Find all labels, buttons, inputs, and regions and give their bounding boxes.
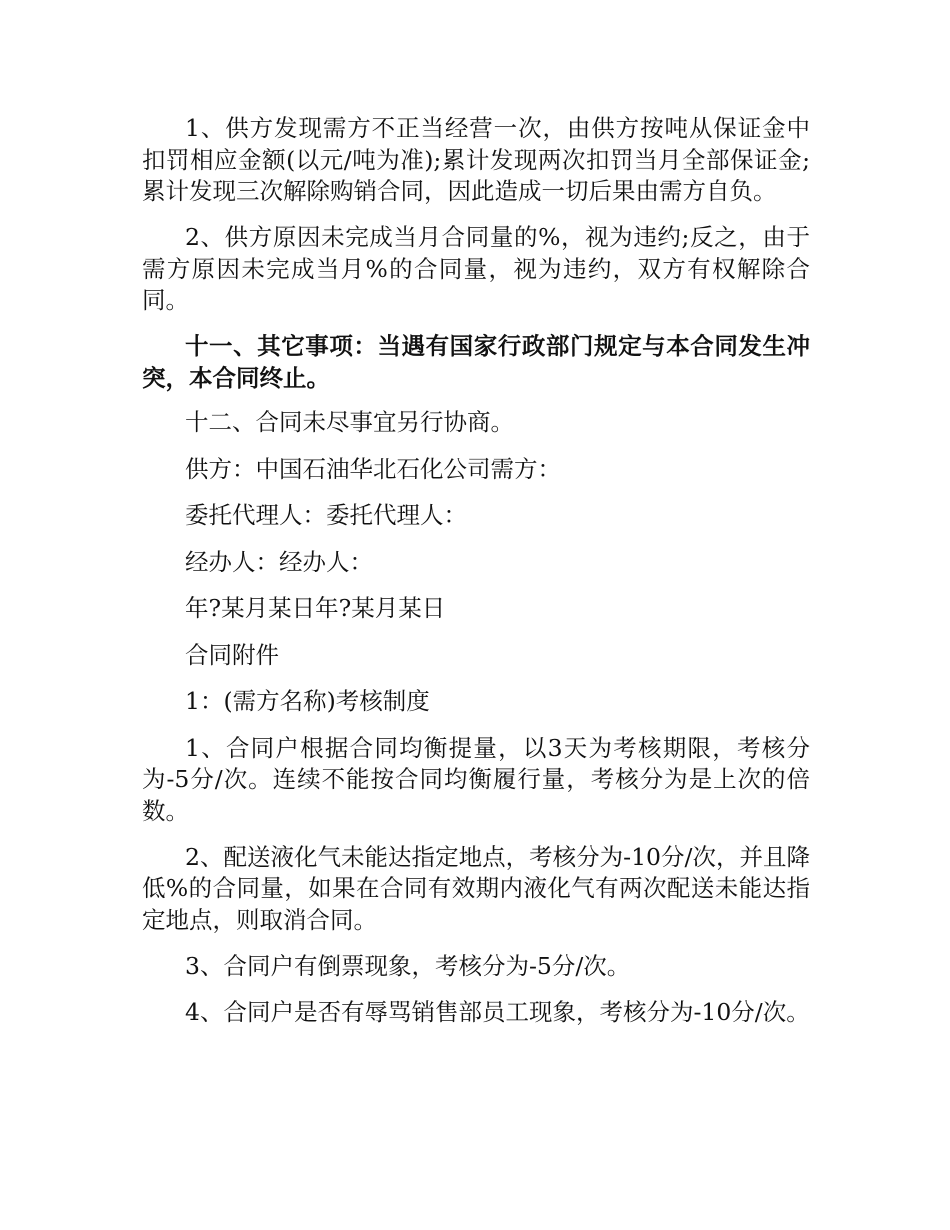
dates-line: 年?某月某日年?某月某日 <box>185 594 446 622</box>
clause-breach-contract-volume: 2、供方原因未完成当月合同量的%，视为违约;反之，由于需方原因未完成当月%的合同量，视为违约，双方有权解除合同。 <box>142 223 810 314</box>
assessment-item-1: 1、合同户根据合同均衡提量，以3天为考核期限，考核分为-5分/次。连续不能按合同均衡履行量，考核分为是上次的倍数。 <box>142 733 810 825</box>
assessment-system-title: 1：(需方名称)考核制度 <box>185 687 430 715</box>
clause-penalty-improper-operation: 1、供方发现需方不正当经营一次，由供方按吨从保证金中扣罚相应金额(以元/吨为准);累计发现两次扣罚当月全部保证金;累计发现三次解除购销合同，因此造成一切后果由需方自负。 <box>142 114 810 205</box>
parties-line: 供方：中国石油华北石化公司需方： <box>185 454 561 483</box>
section-12-negotiation: 十二、合同未尽事宜另行协商。 <box>185 408 514 436</box>
assessment-item-2: 2、配送液化气未能达指定地点，考核分为-10分/次，并且降低%的合同量，如果在合同有效期内液化气有两次配送未能达指定地点，则取消合同。 <box>142 842 810 934</box>
assessment-item-3: 3、合同户有倒票现象，考核分为-5分/次。 <box>185 951 631 980</box>
document-page <box>142 113 810 1043</box>
section-11-other-matters: 十一、其它事项：当遇有国家行政部门规定与本合同发生冲突，本合同终止。 <box>142 332 810 392</box>
assessment-item-4: 4、合同户是否有辱骂销售部员工现象，考核分为-10分/次。 <box>185 997 810 1026</box>
agents-line: 委托代理人：委托代理人： <box>185 501 467 529</box>
handlers-line: 经办人：经办人： <box>185 547 373 576</box>
attachment-heading: 合同附件 <box>185 640 279 669</box>
